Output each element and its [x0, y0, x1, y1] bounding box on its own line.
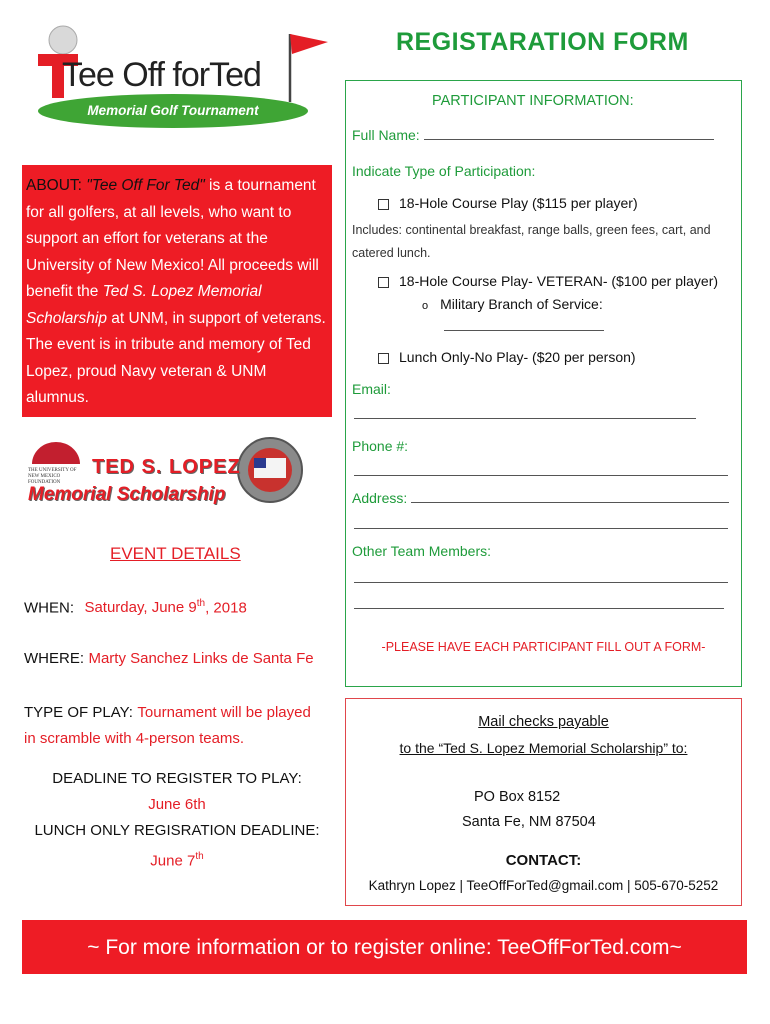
foundation-text: THE UNIVERSITY OF NEW MEXICO FOUNDATION: [28, 468, 77, 485]
deadline-block: [22, 766, 332, 874]
about-scholarship: Ted S. Lopez Memorial Scholarship: [26, 283, 262, 327]
team-label: Other Team Members:: [352, 543, 492, 559]
mail-line-2: to the “Ted S. Lopez Memorial Scholarship” to:: [399, 740, 688, 756]
address-row[interactable]: [352, 490, 729, 506]
about-name-quote: "Tee Off For Ted": [86, 177, 205, 194]
tournament-logo: [30, 20, 330, 138]
email-line[interactable]: [354, 406, 696, 419]
po-box: PO Box 8152: [474, 789, 561, 805]
checkbox-veteran[interactable]: [378, 277, 389, 288]
checkbox-lunch-only[interactable]: [378, 353, 389, 364]
address-label: Address:: [352, 490, 408, 506]
about-text-2: at UNM, in support of veterans. The event is in tribute and memory of Ted Lopez, proud Navy veteran & UNM alumnus.: [26, 309, 326, 406]
contact-info[interactable]: Kathryn Lopez | TeeOffForTed@gmail.com | 505-670-5252: [368, 878, 719, 893]
address-line-row[interactable]: [354, 516, 728, 534]
type-row: [24, 700, 311, 752]
scholarship-name: TED S. LOPEZ: [92, 456, 241, 478]
logo-banner: [38, 94, 308, 128]
option-veteran-label: 18-Hole Course Play- VETERAN- ($100 per player): [399, 273, 719, 289]
mail-line-1: Mail checks payable: [478, 714, 609, 730]
when-year: , 2018: [205, 599, 247, 617]
type-label: TYPE OF PLAY:: [24, 704, 133, 721]
lunch-deadline-value: June 7: [150, 852, 196, 870]
address-line-1[interactable]: [411, 490, 729, 503]
when-value: Saturday, June 9: [84, 599, 197, 617]
email-line-row[interactable]: [354, 406, 696, 424]
team-line-row-2[interactable]: [354, 596, 724, 614]
event-heading: EVENT DETAILS: [110, 544, 241, 563]
city: Santa Fe, NM 87504: [462, 814, 596, 830]
form-title: REGISTARATION FORM: [396, 28, 689, 56]
bullet-circle-icon: o: [422, 300, 429, 312]
email-label: Email:: [352, 381, 391, 397]
lunch-deadline-sup: th: [195, 851, 204, 862]
when-row: [24, 598, 247, 617]
type-value-2: in scramble with 4-person teams.: [24, 730, 245, 747]
full-name-line[interactable]: [424, 127, 714, 140]
option-lunch-only[interactable]: [378, 349, 636, 365]
participant-heading: PARTICIPANT INFORMATION:: [432, 93, 634, 109]
lunch-deadline-label: LUNCH ONLY REGISRATION DEADLINE:: [34, 822, 320, 839]
please-note: -PLEASE HAVE EACH PARTICIPANT FILL OUT A FORM-: [381, 640, 706, 654]
logo-banner-text: Memorial Golf Tournament: [87, 103, 259, 118]
deadline-label: DEADLINE TO REGISTER TO PLAY:: [52, 770, 302, 787]
about-box: [22, 165, 332, 417]
full-name-row[interactable]: [352, 127, 714, 143]
when-sup: th: [196, 598, 206, 609]
military-line[interactable]: [444, 318, 604, 331]
address-line-2[interactable]: [354, 516, 728, 529]
when-label: WHEN:: [24, 599, 74, 617]
where-label: WHERE:: [24, 650, 84, 667]
where-value: Marty Sanchez Links de Santa Fe: [88, 650, 314, 667]
option-18-hole-label: 18-Hole Course Play ($115 per player): [399, 195, 638, 211]
type-heading: Indicate Type of Participation:: [352, 163, 536, 179]
phone-label: Phone #:: [352, 438, 409, 454]
about-lead: ABOUT:: [26, 177, 82, 194]
checkbox-18-hole[interactable]: [378, 199, 389, 210]
military-row: [422, 296, 603, 312]
phone-line-row[interactable]: [354, 463, 728, 481]
full-name-label: Full Name:: [352, 127, 420, 143]
phone-line[interactable]: [354, 463, 728, 476]
type-value-1: Tournament will be played: [137, 704, 311, 721]
option-veteran[interactable]: [378, 273, 718, 289]
option-lunch-only-label: Lunch Only-No Play- ($20 per person): [399, 349, 636, 365]
option-18-hole-note: Includes: continental breakfast, range balls, green fees, cart, and catered lunch.: [352, 223, 711, 260]
contact-heading: CONTACT:: [505, 852, 582, 869]
team-line-2[interactable]: [354, 596, 724, 609]
footer-banner[interactable]: ~ For more information or to register online: TeeOffForTed.com~: [22, 920, 747, 974]
scholarship-logo: [28, 436, 328, 516]
about-text-1: is a tournament for all golfers, at all levels, who want to support an effort for veterans at the University of New Mexico! All proceeds will benefit the: [26, 177, 319, 300]
military-label: Military Branch of Service:: [440, 296, 603, 312]
deadline-value: June 6th: [148, 796, 206, 813]
team-line-1[interactable]: [354, 570, 728, 583]
logo-title: Tee Off forTed: [62, 56, 261, 94]
where-row: [24, 650, 314, 668]
scholarship-sub: Memorial Scholarship: [28, 484, 226, 505]
team-line-row-1[interactable]: [354, 570, 728, 588]
option-18-hole[interactable]: [378, 195, 638, 211]
military-line-row[interactable]: [444, 318, 604, 336]
